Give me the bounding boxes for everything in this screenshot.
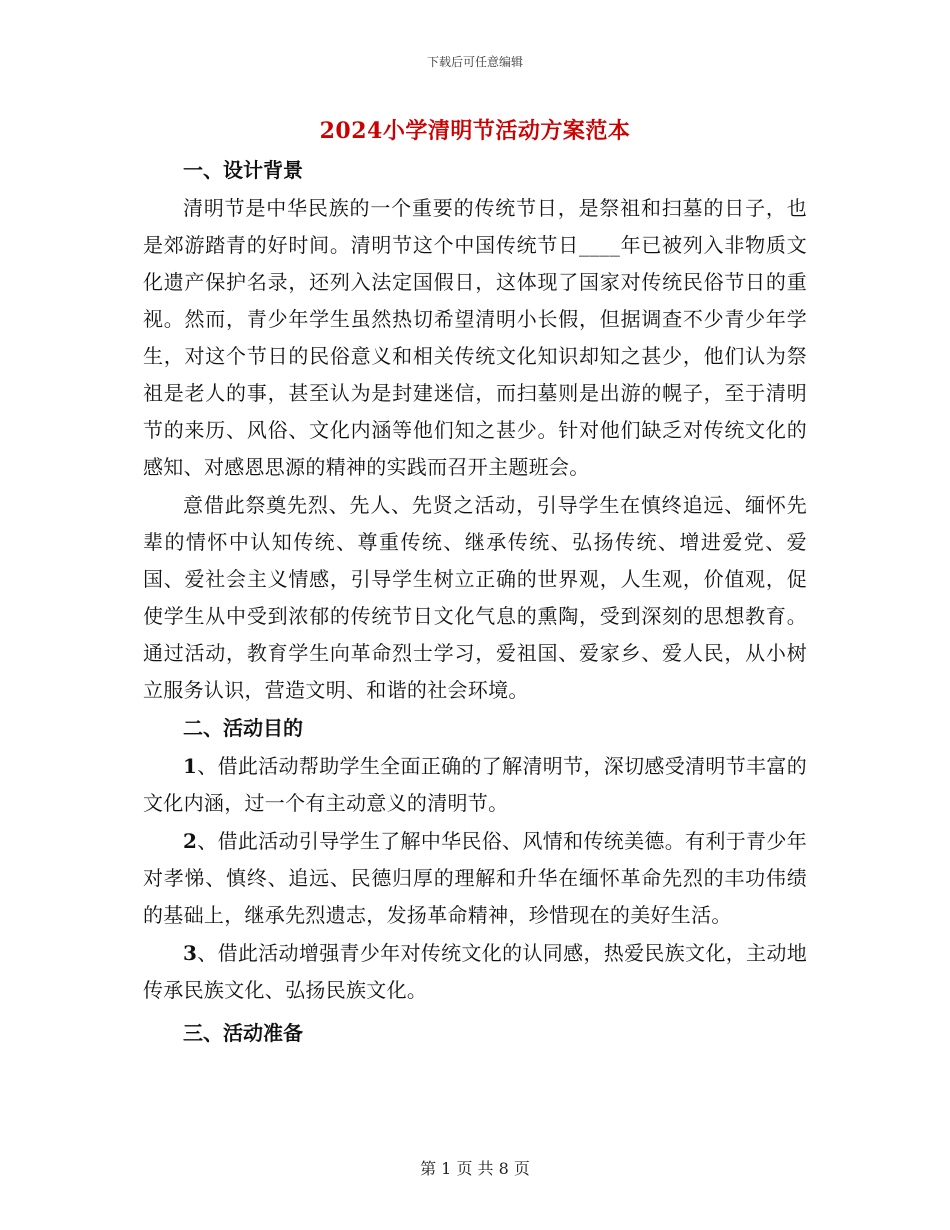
list-item: [143, 935, 807, 1009]
paragraph: 意借此祭奠先烈、先人、先贤之活动，引导学生在慎终追远、缅怀先辈的情怀中认知传统、尊重传统、继承传统、弘扬传统、增进爱党、爱国、爱社会主义情感，引导学生树立正确的世界观，人生观，价值观，促使学生从中受到浓郁的传统节日文化气息的熏陶，受到深刻的思想教育。通过活动，教育学生向革命烈士学习，爱祖国、爱家乡、爱人民，从小树立服务认识，营造文明、和谐的社会环境。: [143, 493, 807, 702]
list-item: [143, 823, 807, 934]
paragraph: 清明节是中华民族的一个重要的传统节日，是祭祖和扫墓的日子，也是郊游踏青的好时间。清明节这个中国传统节日____年已被列入非物质文化遗产保护名录，还列入法定国假日，这体现了国家对传统民俗节日的重视。然而，青少年学生虽然热切希望清明小长假，但据调查不少青少年学生，对这个节日的民俗意义和相关传统文化知识却知之甚少，他们认为祭祖是老人的事，甚至认为是封建迷信，而扫墓则是出游的幌子，至于清明节的来历、风俗、文化内涵等他们知之甚少。针对他们缺乏对传统文化的感知、对感恩思源的精神的实践而召开主题班会。: [143, 196, 807, 479]
list-item-text: 、借此活动帮助学生全面正确的了解清明节，深切感受清明节丰富的文化内涵，过一个有主动意义的清明节。: [143, 754, 807, 815]
section-heading-purpose: 二、活动目的: [183, 716, 303, 740]
list-item-number: 3: [183, 941, 198, 965]
list-item-text: 、借此活动引导学生了解中华民俗、风情和传统美德。有利于青少年对孝悌、慎终、追远、民德归厚的理解和升华在缅怀革命先烈的丰功伟绩的基础上，继承先烈遗志，发扬革命精神，珍惜现在的美好生活。: [143, 829, 807, 927]
document-title: 2024小学清明节活动方案范本: [319, 118, 631, 144]
list-item-number: 2: [183, 829, 198, 853]
page-footer: 第 1 页 共 8 页: [420, 1159, 530, 1178]
section-heading-preparation: 三、活动准备: [183, 1021, 303, 1045]
list-item-number: 1: [183, 754, 198, 778]
header-note: 下载后可任意编辑: [426, 55, 523, 69]
list-item: [143, 748, 807, 822]
section-heading-background: 一、设计背景: [183, 158, 303, 182]
document-body: [143, 152, 807, 1053]
list-item-text: 、借此活动增强青少年对传统文化的认同感，热爱民族文化，主动地传承民族文化、弘扬民族文化。: [143, 941, 807, 1002]
